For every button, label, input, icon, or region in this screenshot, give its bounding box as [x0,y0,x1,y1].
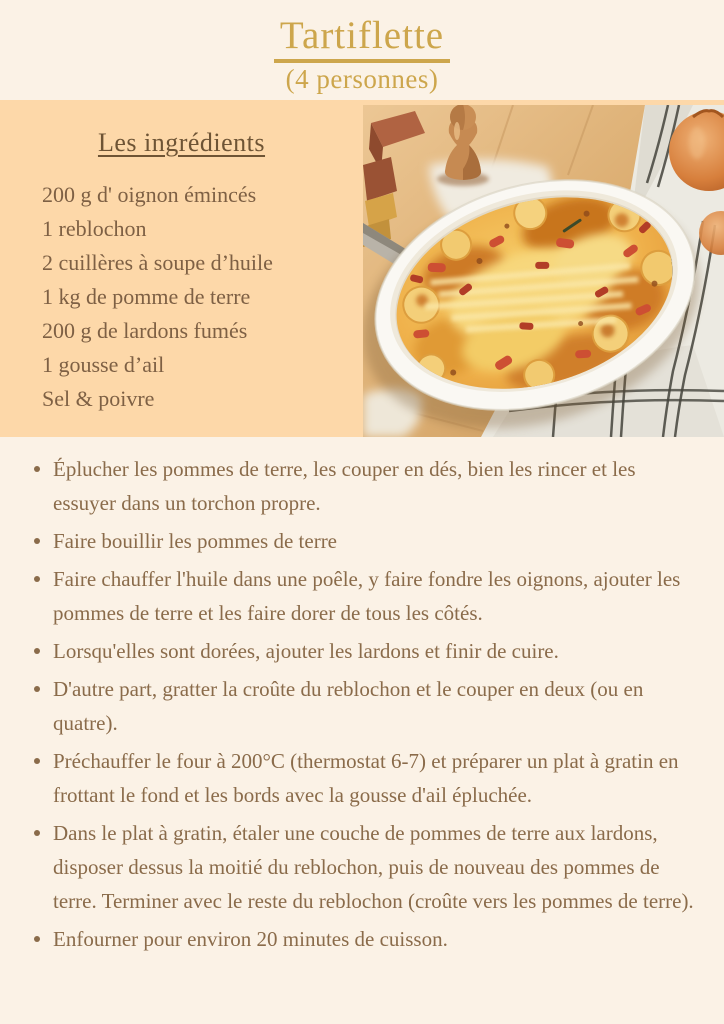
ingredient-item: 200 g de lardons fumés [42,318,248,343]
page-subtitle: (4 personnes) [285,64,439,94]
steps-list [32,452,696,960]
ingredients-list [0,178,363,416]
ingredient-item: 1 kg de pomme de terre [42,284,251,309]
ingredient-item: 1 reblochon [42,216,147,241]
step-item: Dans le plat à gratin, étaler une couche de pommes de terre aux lardons, disposer dessus la moitié du reblochon, puis de nouveau des pommes de terre. Terminer avec le reste du reblochon (croûte vers les pommes de terre). [32,816,696,918]
ingredients-heading: Les ingrédients [97,128,266,157]
page-title: Tartiflette [274,14,450,63]
step-item: D'autre part, gratter la croûte du reblochon et le couper en deux (ou en quatre). [32,672,696,740]
step-item: Faire bouillir les pommes de terre [32,524,696,558]
ingredient-item: Sel & poivre [42,386,155,411]
step-item: Éplucher les pommes de terre, les couper en dés, bien les rincer et les essuyer dans un torchon propre. [32,452,696,520]
header [0,0,724,100]
ingredient-item: 200 g d' oignon émincés [42,182,257,207]
step-item: Lorsqu'elles sont dorées, ajouter les lardons et finir de cuire. [32,634,696,668]
ingredient-item: 1 gousse d’ail [42,352,165,377]
step-item: Préchauffer le four à 200°C (thermostat 6-7) et préparer un plat à gratin en frottant le fond et les bords avec la gousse d'ail épluchée. [32,744,696,812]
ingredient-item: 2 cuillères à soupe d’huile [42,250,273,275]
ingredients-panel [0,100,363,437]
dish-photo [363,105,724,437]
hero-band [0,100,724,437]
step-item: Faire chauffer l'huile dans une poêle, y faire fondre les oignons, ajouter les pommes de terre et les faire dorer de tous les côtés. [32,562,696,630]
dish-photo-illustration [363,105,724,437]
step-item: Enfourner pour environ 20 minutes de cuisson. [32,922,696,956]
